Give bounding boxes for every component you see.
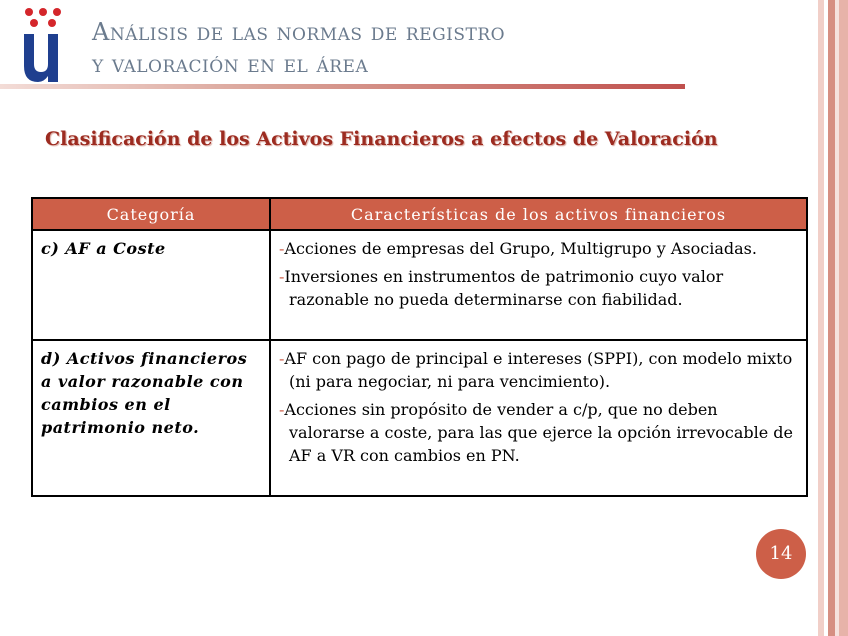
page-title-line1: Análisis de las normas de registro	[92, 18, 506, 46]
list-item-text: Acciones de empresas del Grupo, Multigrupo y Asociadas.	[284, 239, 757, 258]
characteristics-cell	[270, 340, 807, 496]
page-title-line2: y valoración en el área	[92, 50, 369, 78]
category-cell: c) AF a Coste	[32, 230, 270, 340]
list-item	[279, 347, 798, 393]
category-cell: d) Activos financieros a valor razonable con cambios en el patrimonio neto.	[32, 340, 270, 496]
decorative-stripes	[818, 0, 848, 636]
section-subtitle: Clasificación de los Activos Financieros a efectos de Valoración	[45, 128, 718, 150]
list-item	[279, 265, 798, 311]
page-number-badge: 14	[756, 529, 806, 579]
list-item	[279, 237, 798, 260]
bullet-dash: -	[279, 349, 285, 368]
university-logo	[22, 8, 64, 84]
column-header-characteristics: Características de los activos financieros	[270, 198, 807, 230]
column-header-category: Categoría	[32, 198, 270, 230]
list-item-text: AF con pago de principal e intereses (SPPI), con modelo mixto (ni para negociar, ni para vencimiento).	[284, 349, 793, 391]
list-item	[279, 398, 798, 467]
table-row	[32, 230, 807, 340]
logo-u-icon	[24, 34, 58, 82]
classification-table	[31, 197, 808, 497]
bullet-dash: -	[279, 267, 285, 286]
bullet-dash: -	[279, 239, 285, 258]
bullet-dash: -	[279, 400, 285, 419]
list-item-text: Inversiones en instrumentos de patrimonio cuyo valor razonable no pueda determinarse con fiabilidad.	[284, 267, 724, 309]
table-header-row	[32, 198, 807, 230]
header-divider	[0, 84, 685, 89]
list-item-text: Acciones sin propósito de vender a c/p, que no deben valorarse a coste, para las que ejerce la opción irrevocable de AF a VR con cambios en PN.	[284, 400, 793, 465]
table-row	[32, 340, 807, 496]
page-title	[92, 16, 692, 80]
characteristics-cell	[270, 230, 807, 340]
